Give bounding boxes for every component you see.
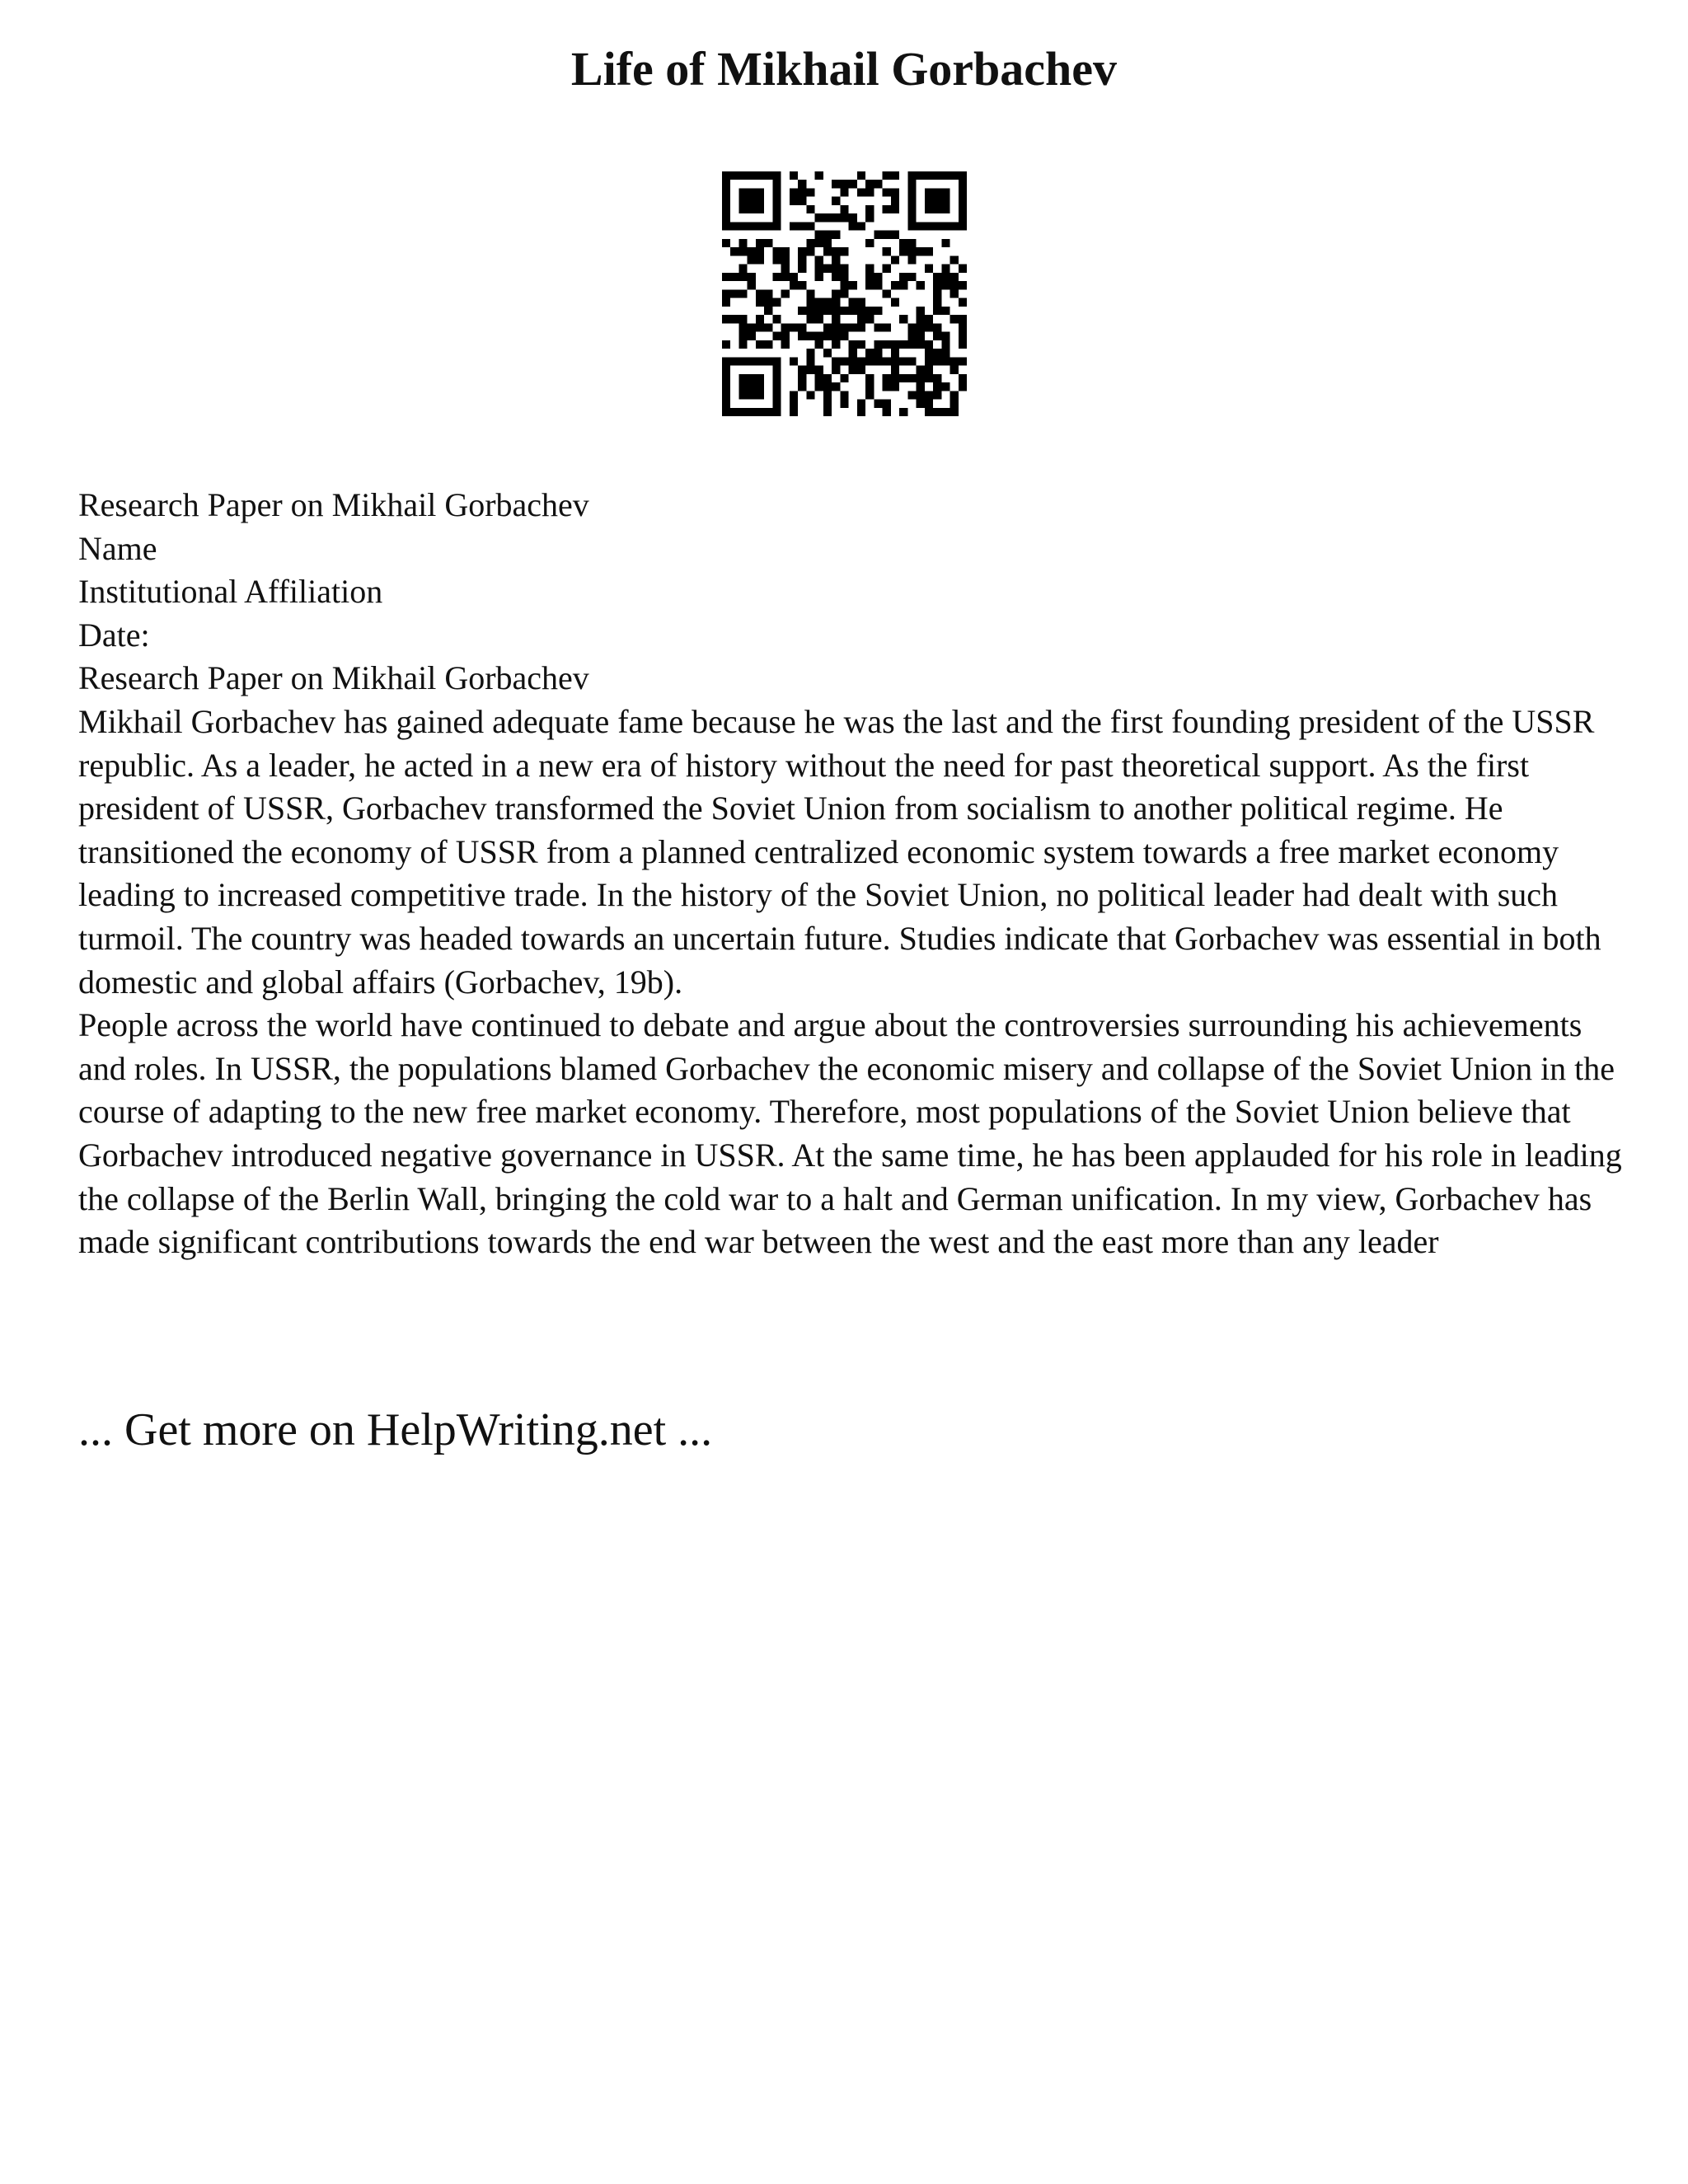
paragraph-2: People across the world have continued to debate and argue about the controversies surrounding his achievements and roles. In USSR, the populations blamed Gorbachev the economic misery and collapse of the Soviet Union in the course of adapting to the new free market economy. Therefore, most populations of the Soviet Union believe that Gorbachev introduced negative governance in USSR. At the same time, he has been applauded for his role in leading the collapse of the Berlin Wall, bringing the cold war to a halt and German unification. In my view, Gorbachev has made significant contributions towards the end war between the west and the east more than any leader: [78, 1006, 1622, 1261]
header-line-date: Date:: [78, 616, 150, 654]
qr-code-icon: [722, 171, 967, 416]
header-line-paper-title: Research Paper on Mikhail Gorbachev: [78, 486, 589, 523]
header-line-section-title: Research Paper on Mikhail Gorbachev: [78, 659, 589, 697]
header-line-affiliation: Institutional Affiliation: [78, 573, 383, 611]
qr-code-graphic: [722, 171, 967, 416]
document-body: [78, 484, 1628, 1264]
paragraph-1: Mikhail Gorbachev has gained adequate fame because he was the last and the first founding president of the USSR republic. As a leader, he acted in a new era of history without the need for past theoretical support. As the first president of USSR, Gorbachev transformed the Soviet Union from socialism to another political regime. He transitioned the economy of USSR from a planned centralized economic system towards a free market economy leading to increased competitive trade. In the history of the Soviet Union, no political leader had dealt with such turmoil. The country was headed towards an uncertain future. Studies indicate that Gorbachev was essential in both domestic and global affairs (Gorbachev, 19b).: [78, 702, 1601, 1001]
get-more-link[interactable]: ... Get more on HelpWriting.net ...: [78, 1404, 713, 1455]
page-title: Life of Mikhail Gorbachev: [570, 42, 1118, 96]
header-line-name: Name: [78, 529, 157, 567]
